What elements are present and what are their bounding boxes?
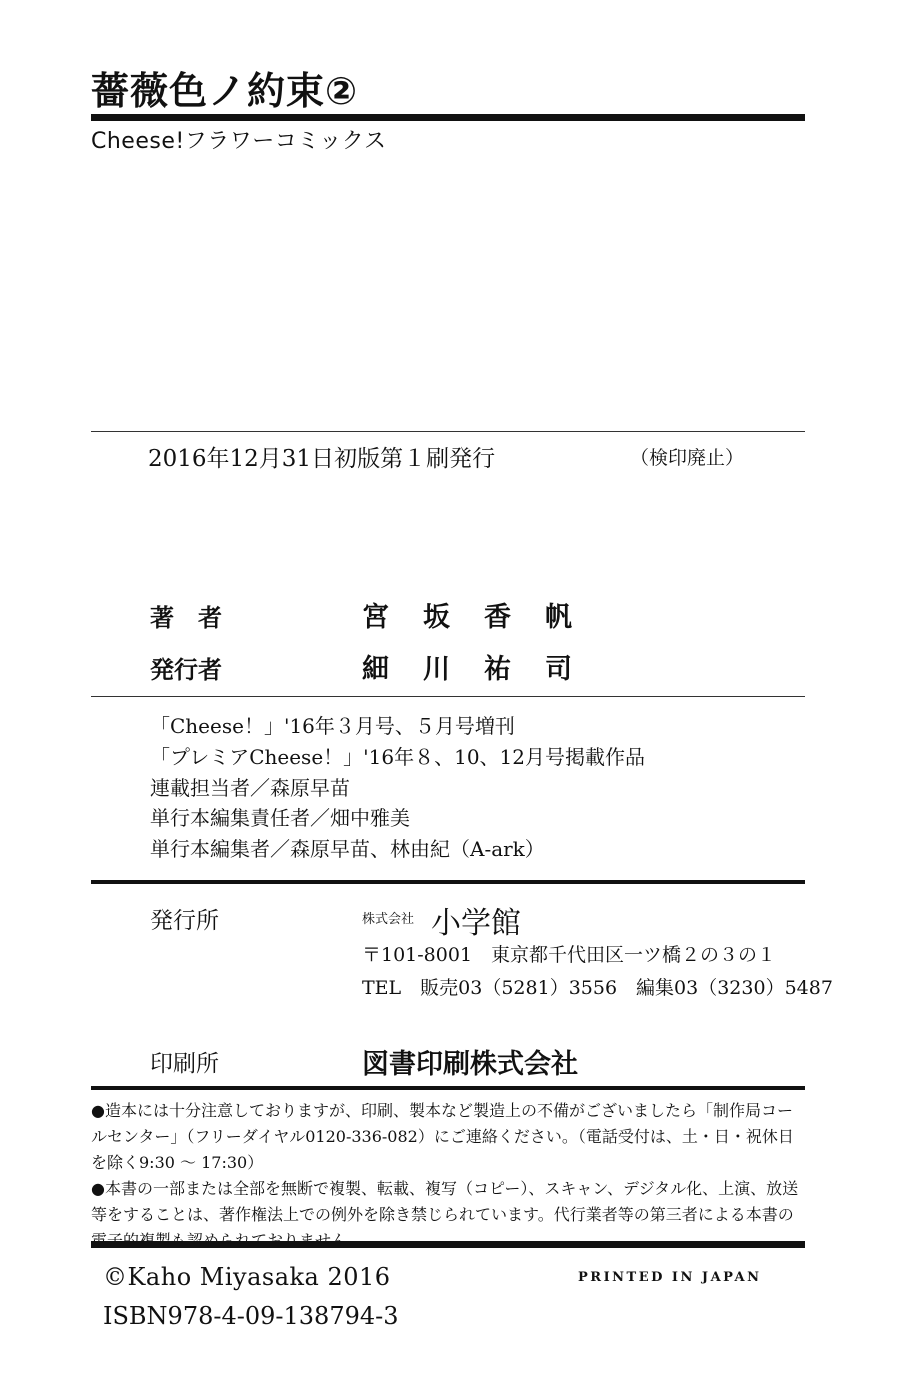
publication-date: 2016年12月31日初版第１刷発行: [148, 446, 496, 472]
isbn: ISBN978-4-09-138794-3: [103, 1302, 399, 1330]
issuer-name: 細川祐司: [362, 654, 606, 685]
printer-label: 印刷所: [150, 1051, 219, 1077]
info-line: 単行本編集者／森原早苗、林由紀（A-ark）: [150, 837, 545, 861]
issuer-role: 発行者: [150, 655, 222, 684]
title-divider: [91, 114, 805, 121]
author-name: 宮坂香帆: [362, 602, 606, 633]
book-title: 薔薇色ノ約束②: [91, 69, 359, 113]
publisher-prefix: 株式会社: [362, 912, 415, 927]
footer-divider: [91, 1241, 805, 1248]
info-line: 「Cheese！」'16年３月号、５月号増刊: [150, 714, 515, 738]
section-divider: [91, 880, 805, 884]
seal-note: （検印廃止）: [630, 447, 745, 469]
section-divider: [91, 696, 805, 697]
publisher-name: 小学館: [431, 906, 521, 941]
author-role: 著 者: [150, 603, 222, 632]
notice-copyright: ●本書の一部または全部を無断で複製、転載、複写（コピー）、スキャン、デジタル化、上演、放送等をすることは、著作権法上での例外を除き禁じられています。代行業者等の第三者による本書の: [91, 1179, 799, 1224]
publisher-tel: TEL 販売03（5281）3556 編集03（3230）5487: [362, 977, 833, 999]
info-line: 単行本編集責任者／畑中雅美: [150, 806, 410, 830]
section-divider: [91, 431, 805, 432]
publisher-address: 〒101-8001 東京都千代田区一ツ橋２の３の１: [362, 944, 777, 966]
printed-in-japan: PRINTED IN JAPAN: [578, 1270, 762, 1285]
info-line: 連載担当者／森原早苗: [150, 776, 350, 800]
imprint-label: Cheese!フラワーコミックス: [91, 129, 387, 154]
notice-divider: [91, 1086, 805, 1090]
copyright: ©Kaho Miyasaka 2016: [103, 1263, 391, 1291]
publisher-label: 発行所: [150, 908, 219, 934]
printer-name: 図書印刷株式会社: [362, 1049, 578, 1080]
notice-quality: ●造本には十分注意しておりますが、印刷、製本など製造上の不備がございましたら「制作局コールセンター」（フリーダイヤル0120-336-082）にご連絡ください。（電話受付は、土・日・祝休日を除く9:30 〜 17:30）: [91, 1101, 794, 1172]
info-line: 「プレミアCheese！」'16年８、10、12月号掲載作品: [150, 745, 646, 769]
